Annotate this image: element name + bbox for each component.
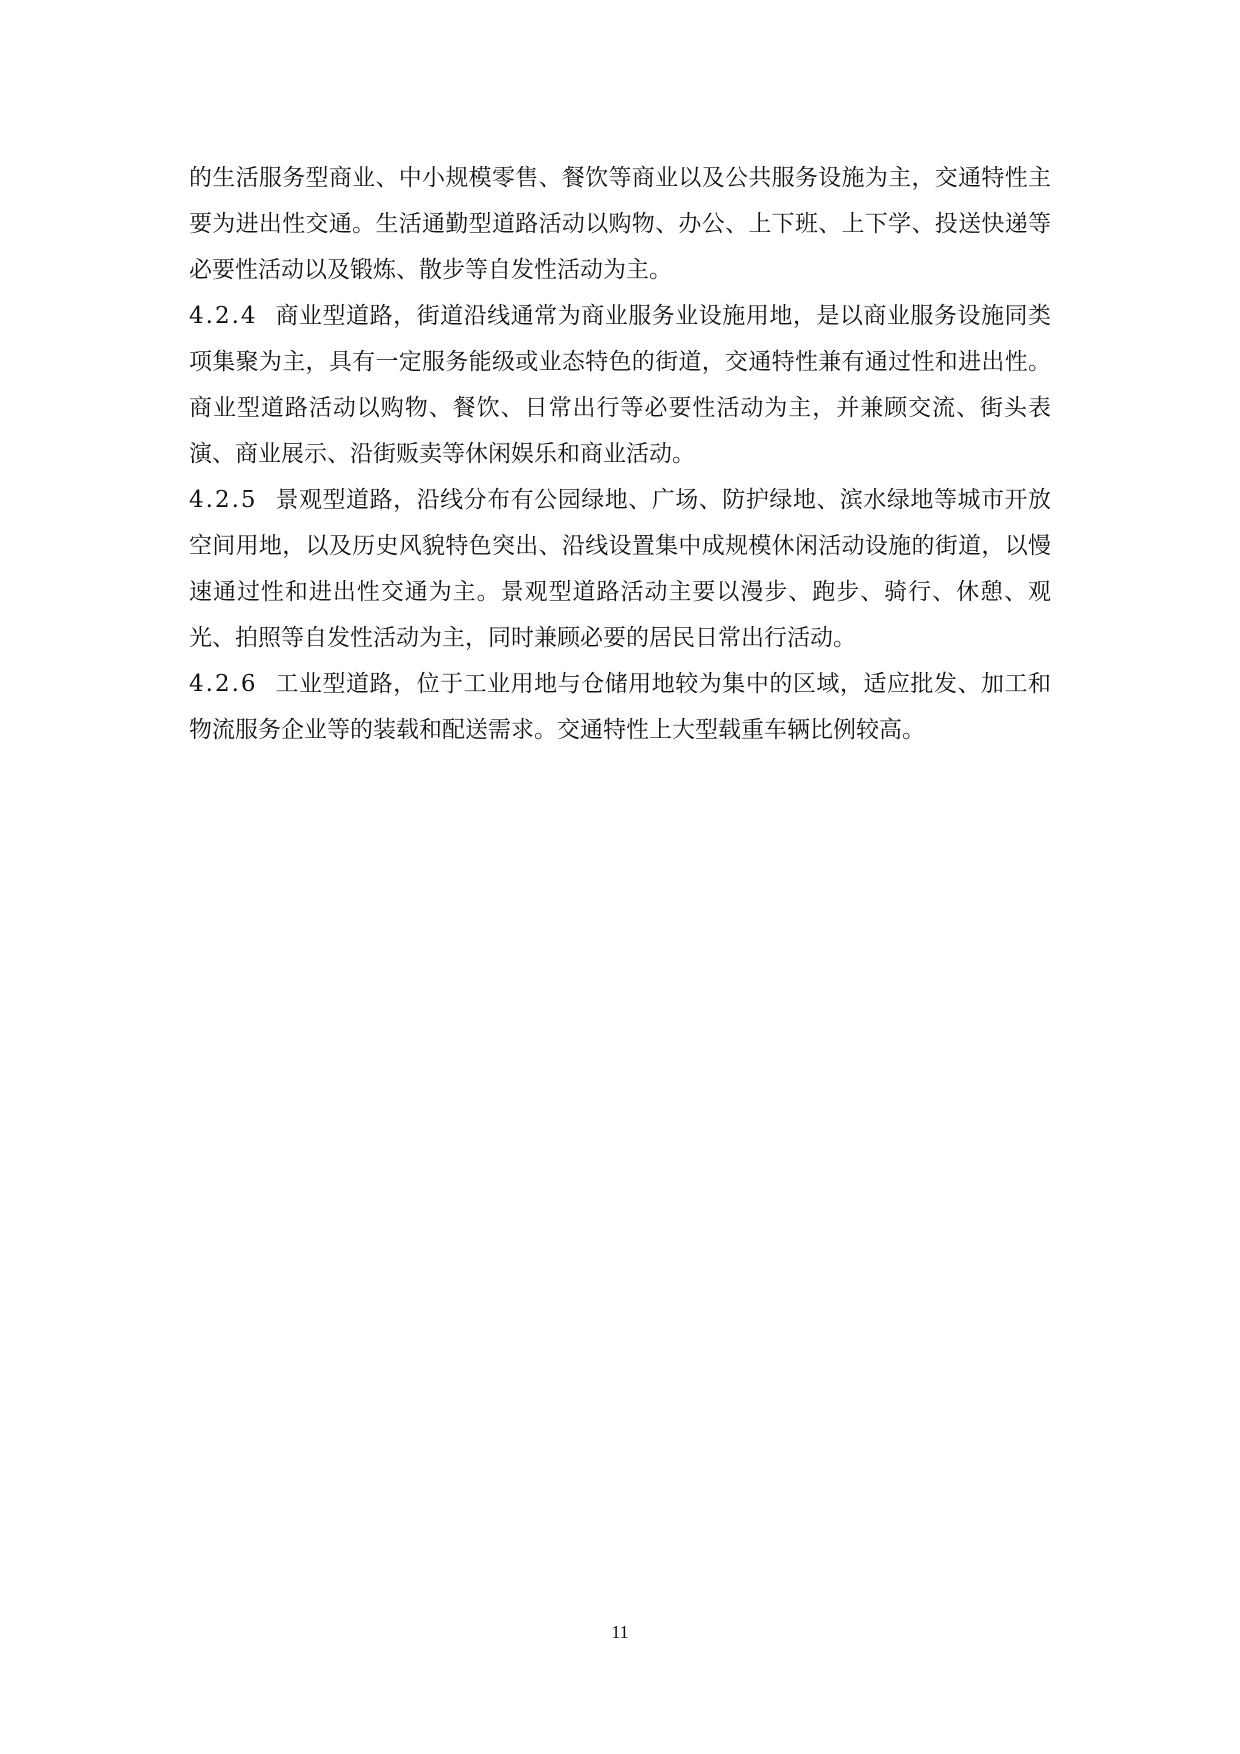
clause-4-2-4 [189,293,1051,477]
clause-number: 4.2.5 [189,487,258,513]
page-number: 11 [611,1622,629,1642]
clause-text: 景观型道路，沿线分布有公园绿地、广场、防护绿地、滨水绿地等城市开放空间用地，以及历史风貌特色突出、沿线设置集中成规模休闲活动设施的街道，以慢速通过性和进出性交通为主。景观型道路活动主要以漫步、跑步、骑行、休憩、观光、拍照等自发性活动为主，同时兼顾必要的居民日常出行活动。 [189,487,1051,651]
clause-4-2-5 [189,477,1051,661]
clause-text: 商业型道路，街道沿线通常为商业服务业设施用地，是以商业服务设施同类项集聚为主，具有一定服务能级或业态特色的街道，交通特性兼有通过性和进出性。商业型道路活动以购物、餐饮、日常出行等必要性活动为主，并兼顾交流、街头表演、商业展示、沿街贩卖等休闲娱乐和商业活动。 [189,303,1051,467]
clause-4-2-6 [189,661,1051,753]
continuation-paragraph: 的生活服务型商业、中小规模零售、餐饮等商业以及公共服务设施为主，交通特性主要为进出性交通。生活通勤型道路活动以购物、办公、上下班、上下学、投送快递等必要性活动以及锻炼、散步等自发性活动为主。 [189,165,1051,283]
clause-text: 工业型道路，位于工业用地与仓储用地较为集中的区域，适应批发、加工和物流服务企业等的装载和配送需求。交通特性上大型载重车辆比例较高。 [189,671,1051,743]
clause-number: 4.2.4 [189,303,258,329]
document-body [189,155,1051,753]
clause-number: 4.2.6 [189,671,258,697]
